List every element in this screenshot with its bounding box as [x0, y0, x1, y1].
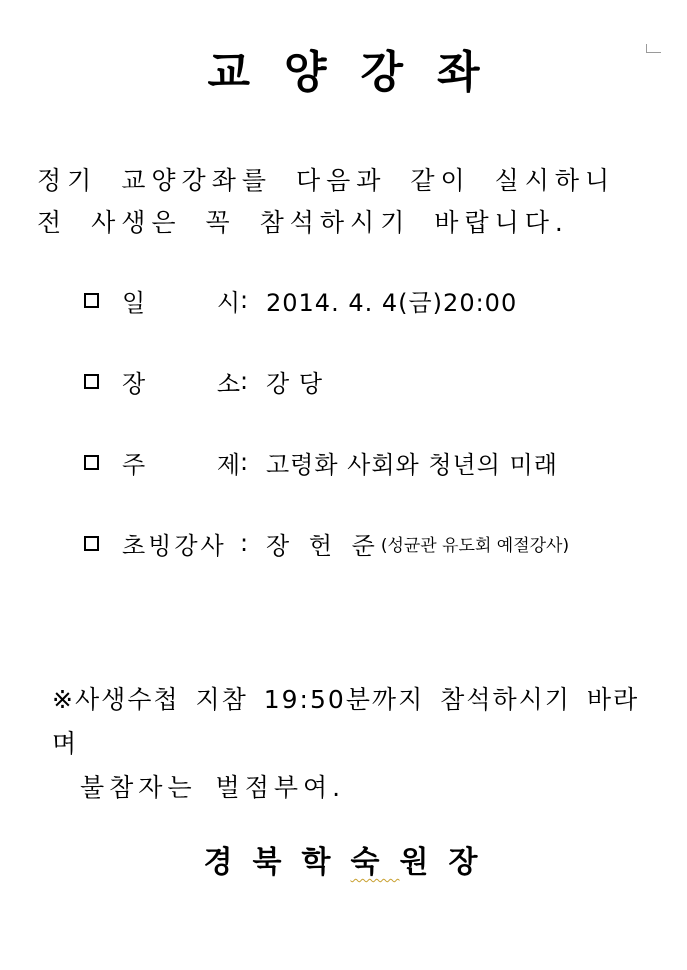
- checkbox-icon: [84, 536, 99, 551]
- detail-row-speaker: [84, 523, 674, 563]
- detail-label-speaker: 초빙강사: [122, 531, 227, 560]
- detail-label-place: 장 소: [122, 369, 240, 398]
- checkbox-icon: [84, 455, 99, 470]
- detail-value-date: 2014. 4. 4(금)20:00: [266, 288, 518, 317]
- detail-colon: :: [240, 448, 249, 476]
- notice-line-1: ※사생수첩 지참 19:50분까지 참석하시기 바라며: [52, 685, 640, 758]
- intro-paragraph: [37, 160, 647, 244]
- document-title: 교양강좌: [207, 47, 514, 98]
- signature-part-1: 경북학: [203, 845, 351, 880]
- signature: [0, 838, 687, 888]
- detail-label-date: 일 시: [122, 288, 240, 317]
- checkbox-icon: [84, 293, 99, 308]
- detail-value-place: 강 당: [266, 369, 323, 398]
- detail-value-speaker: 장 헌 준: [266, 531, 381, 560]
- checkbox-icon: [84, 374, 99, 389]
- detail-row-topic: [84, 442, 674, 482]
- detail-row-date: [84, 280, 674, 320]
- event-details-list: [84, 280, 674, 604]
- detail-colon: :: [240, 367, 249, 395]
- detail-colon: :: [240, 529, 249, 557]
- detail-row-place: [84, 361, 674, 401]
- speaker-affiliation: (성균관 유도회 예절강사): [380, 535, 570, 556]
- signature-part-marked: 숙: [350, 845, 400, 880]
- detail-label-topic: 주 제: [122, 450, 240, 479]
- intro-line-1: 정기 교양강좌를 다음과 같이 실시하니: [37, 166, 616, 195]
- detail-colon: :: [240, 286, 249, 314]
- notice-line-2: 불참자는 벌점부여.: [80, 773, 346, 802]
- signature-part-2: 원장: [399, 845, 498, 880]
- notice-paragraph: [52, 678, 662, 810]
- intro-line-2: 전 사생은 꼭 참석하시기 바랍니다.: [37, 208, 569, 237]
- detail-value-topic: 고령화 사회와 청년의 미래: [266, 450, 558, 479]
